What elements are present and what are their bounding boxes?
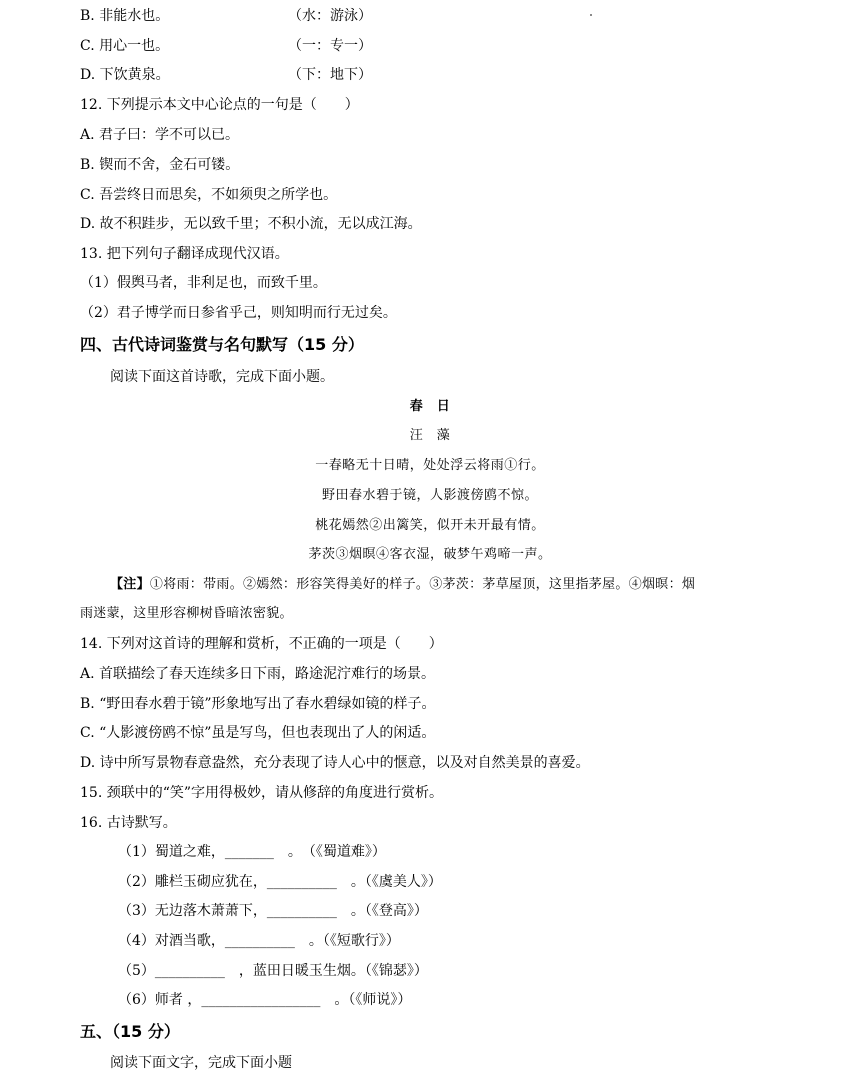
q11-option-d: D. 下饮黄泉。 （下：地下） [80, 67, 372, 83]
q16-item-1: （1）蜀道之难，_______ 。 （《蜀道难》） [118, 844, 386, 860]
q16-item-2: （2）雕栏玉砌应犹在，__________ 。（《虞美人》） [118, 874, 442, 890]
poem-line-4: 茅茨③烟暝④客衣湿，破梦午鸡啼一声。 [308, 547, 552, 562]
q14-option-a: A. 首联描绘了春天连续多日下雨，路途泥泞难行的场景。 [80, 666, 436, 682]
q12-option-a: A. 君子曰：学不可以已。 [80, 127, 240, 143]
poem-line-3: 桃花嫣然②出篱笑，似开未开最有情。 [315, 518, 545, 533]
poem-line-1: 一春略无十日晴，处处浮云将雨①行。 [315, 458, 545, 473]
q13-item-2: （2）君子博学而日参省乎己，则知明而行无过矣。 [80, 305, 397, 321]
q11-option-c: C. 用心一也。 （一：专一） [80, 38, 372, 54]
section4-intro: 阅读下面这首诗歌，完成下面小题。 [110, 369, 334, 385]
poem-note-label: 【注】 [110, 577, 150, 592]
q13-item-1: （1）假舆马者，非利足也，而致千里。 [80, 275, 327, 291]
q16-stem: 16. 古诗默写。 [80, 815, 177, 831]
poem-author: 汪 藻 [409, 428, 451, 443]
poem-title: 春 日 [409, 399, 451, 414]
q12-option-c: C. 吾尝终日而思矣，不如须臾之所学也。 [80, 187, 338, 203]
q12-stem: 12. 下列提示本文中心论点的一句是（ ） [80, 97, 359, 113]
section5-intro: 阅读下面文字，完成下面小题 [110, 1055, 292, 1071]
section4-heading: 四、古代诗词鉴赏与名句默写（15 分） [80, 335, 364, 354]
q14-stem: 14. 下列对这首诗的理解和赏析，不正确的一项是（ ） [80, 636, 443, 652]
q15-stem: 15. 颈联中的“笑”字用得极妙，请从修辞的角度进行赏析。 [80, 785, 444, 801]
q16-item-3: （3）无边落木萧萧下，__________ 。（《登高》） [118, 903, 428, 919]
q14-option-c: C. “人影渡傍鸥不惊”虽是写鸟，但也表现出了人的闲适。 [80, 725, 436, 741]
q12-option-d: D. 故不积跬步，无以致千里；不积小流，无以成江海。 [80, 216, 422, 232]
q16-item-4: （4）对酒当歌，__________ 。（《短歌行》） [118, 933, 400, 949]
q12-option-b: B. 锲而不舍，金石可镂。 [80, 157, 240, 173]
poem-note-line-1: 【注】①将雨：带雨。②嫣然：形容笑得美好的样子。③茅茨：茅草屋顶，这里指茅屋。④烟暝：烟 [110, 577, 696, 592]
poem-note-line-2: 雨迷蒙，这里形容柳树昏暗浓密貌。 [80, 606, 293, 621]
section5-heading: 五、（15 分） [80, 1022, 180, 1041]
q11-option-b: B. 非能水也。 （水：游泳） [80, 8, 372, 24]
q16-item-6: （6）师者 ，_________________ 。（《师说》） [118, 992, 412, 1008]
page-dot [590, 14, 592, 16]
q16-item-5: （5）__________ ，蓝田日暖玉生烟。（《锦瑟》） [118, 963, 428, 979]
poem-line-2: 野田春水碧于镜，人影渡傍鸥不惊。 [321, 488, 538, 503]
q14-option-d: D. 诗中所写景物春意盎然，充分表现了诗人心中的惬意，以及对自然美景的喜爱。 [80, 755, 590, 771]
q14-option-b: B. “野田春水碧于镜”形象地写出了春水碧绿如镜的样子。 [80, 696, 436, 712]
q13-stem: 13. 把下列句子翻译成现代汉语。 [80, 246, 289, 262]
